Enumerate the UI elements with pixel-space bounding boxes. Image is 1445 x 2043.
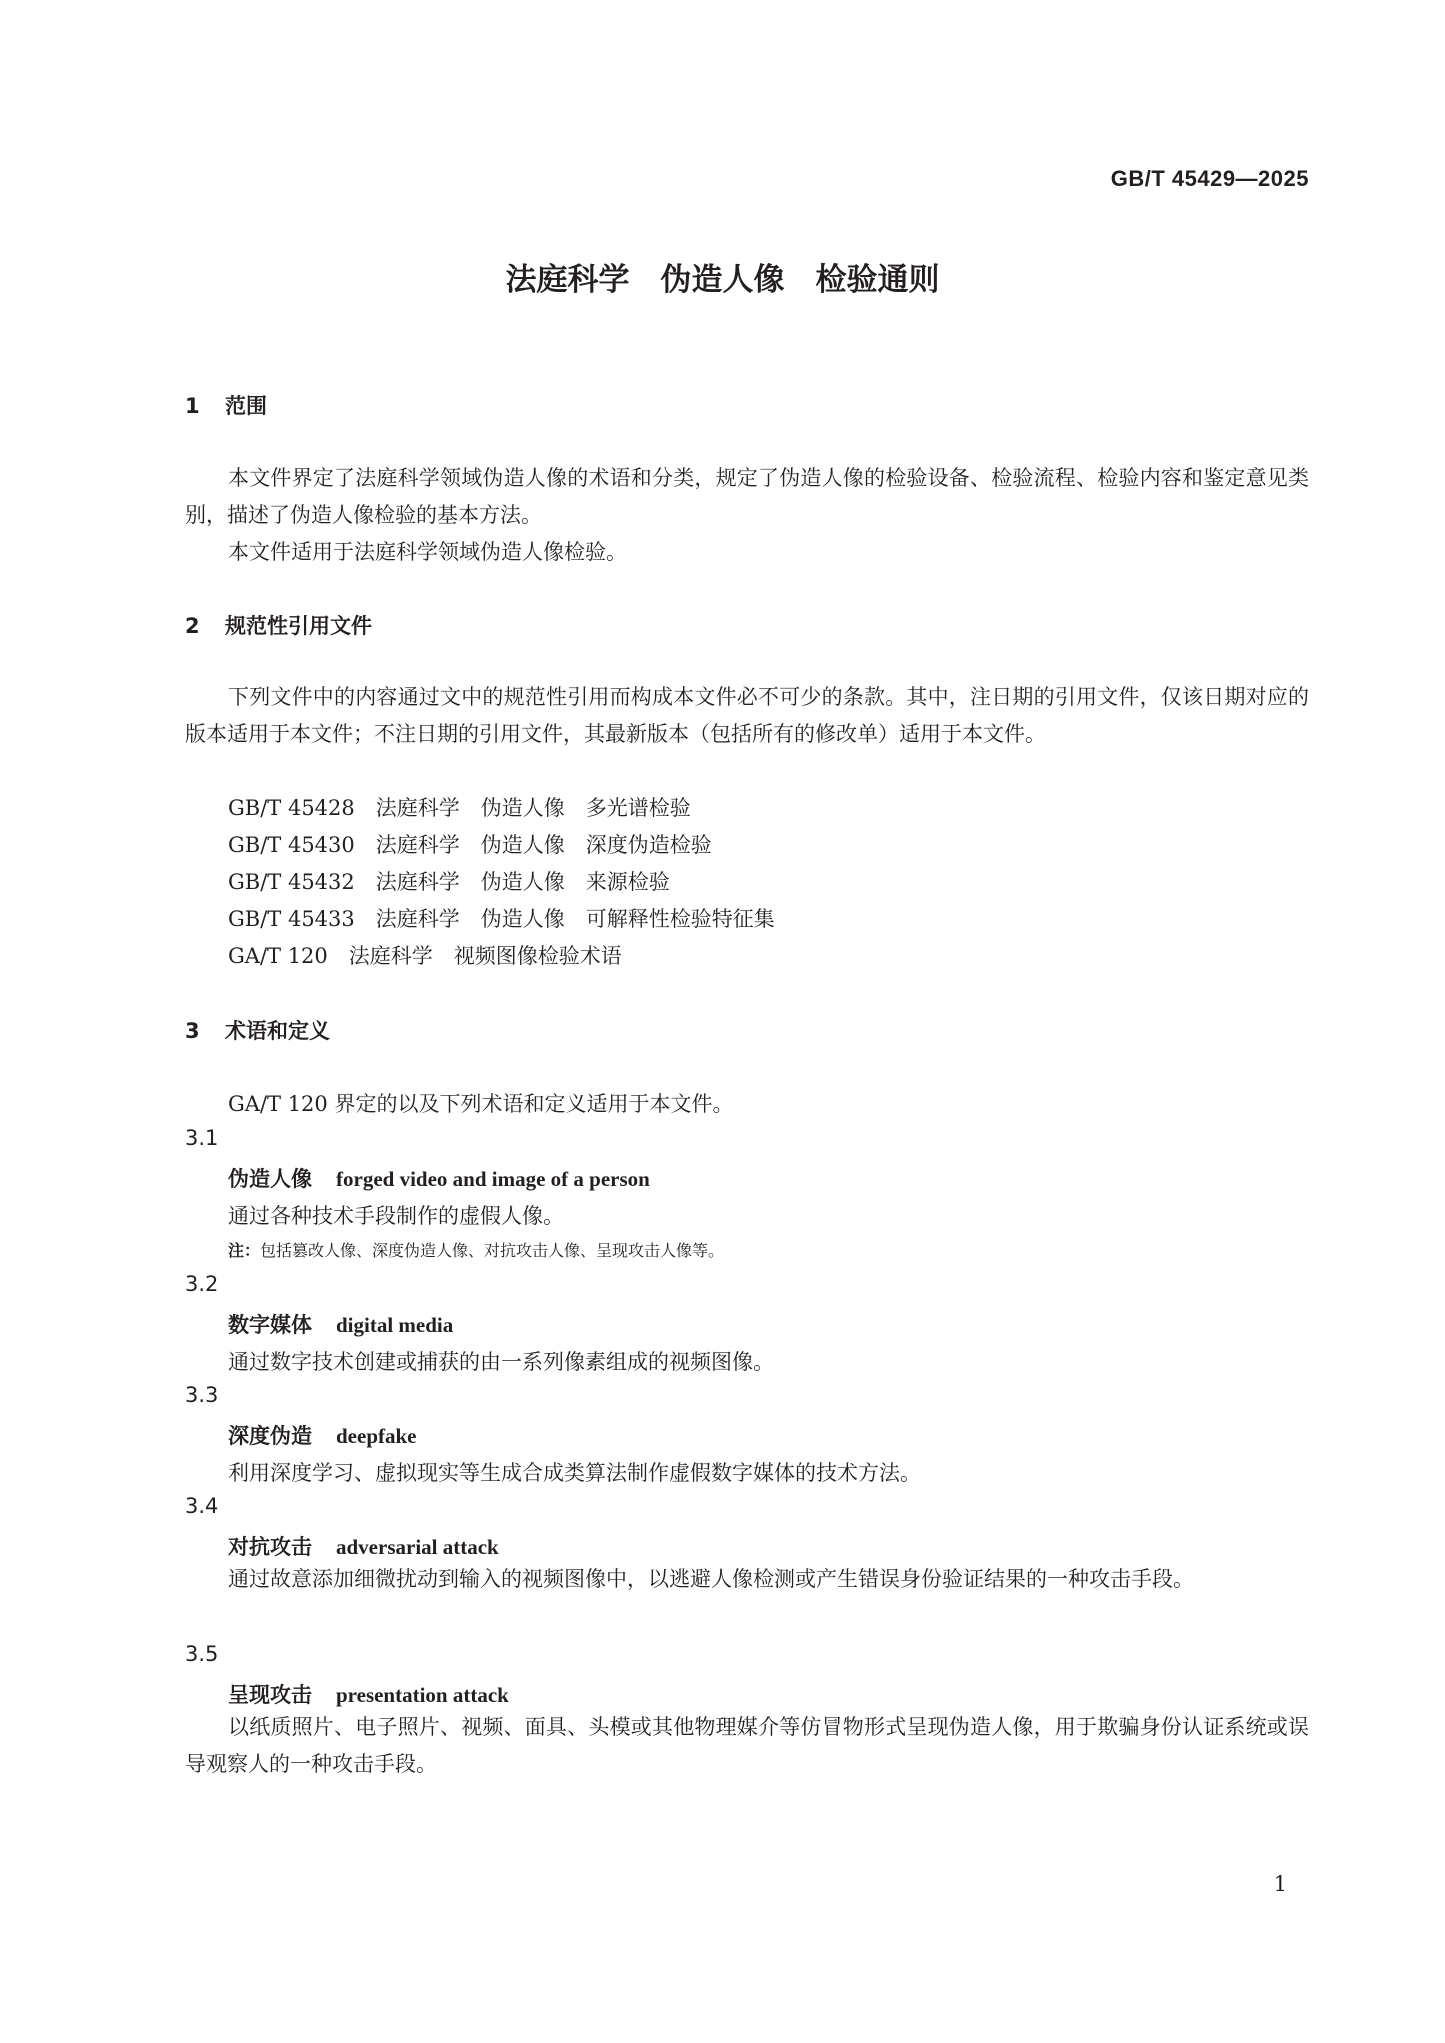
term-number: 3.3 (185, 1383, 219, 1407)
terms-intro: GA/T 120 界定的以及下列术语和定义适用于本文件。 (228, 1092, 734, 1116)
term-note (228, 1238, 724, 1261)
section-title: 术语和定义 (225, 1019, 330, 1043)
section-number: 3 (185, 1019, 200, 1043)
section-heading-scope (185, 390, 267, 420)
reference-item: GB/T 45433 法庭科学 伪造人像 可解释性检验特征集 (228, 907, 775, 931)
reference-item: GB/T 45430 法庭科学 伪造人像 深度伪造检验 (228, 833, 712, 857)
term-definition: 通过各种技术手段制作的虚假人像。 (228, 1204, 564, 1228)
term-definition: 通过故意添加细微扰动到输入的视频图像中，以逃避人像检测或产生错误身份验证结果的一种攻击手段。 (228, 1567, 1194, 1591)
term-number: 3.5 (185, 1642, 219, 1666)
term-heading (228, 1420, 417, 1450)
term-chinese: 伪造人像 (228, 1167, 312, 1191)
reference-item: GA/T 120 法庭科学 视频图像检验术语 (228, 944, 622, 968)
reference-item: GB/T 45428 法庭科学 伪造人像 多光谱检验 (228, 796, 691, 820)
term-english: adversarial attack (336, 1535, 499, 1559)
term-heading (228, 1531, 499, 1561)
term-definition: 通过数字技术创建或捕获的由一系列像素组成的视频图像。 (228, 1350, 774, 1374)
paragraph: 下列文件中的内容通过文中的规范性引用而构成本文件必不可少的条款。其中，注日期的引用文件，仅该日期对应的版本适用于本文件；不注日期的引用文件，其最新版本（包括所有的修改单）适用于本文件。 (185, 685, 1309, 746)
term-chinese: 对抗攻击 (228, 1535, 312, 1559)
section-heading-terms (185, 1015, 330, 1045)
term-number: 3.1 (185, 1126, 219, 1150)
document-code: GB/T 45429—2025 (1110, 166, 1309, 191)
term-chinese: 数字媒体 (228, 1313, 312, 1337)
section-heading-normative-references (185, 610, 372, 640)
section-title: 规范性引用文件 (225, 614, 372, 638)
term-english: digital media (336, 1313, 454, 1337)
paragraph: 本文件适用于法庭科学领域伪造人像检验。 (228, 540, 627, 564)
term-number: 3.4 (185, 1494, 219, 1518)
term-heading (228, 1163, 650, 1193)
paragraph: 本文件界定了法庭科学领域伪造人像的术语和分类，规定了伪造人像的检验设备、检验流程、检验内容和鉴定意见类别，描述了伪造人像检验的基本方法。 (185, 466, 1309, 527)
term-definition: 利用深度学习、虚拟现实等生成合成类算法制作虚假数字媒体的技术方法。 (228, 1461, 921, 1485)
term-chinese: 呈现攻击 (228, 1683, 312, 1707)
section-title: 范围 (225, 394, 267, 418)
section-number: 2 (185, 614, 200, 638)
page-number: 1 (1273, 1872, 1287, 1896)
term-chinese: 深度伪造 (228, 1424, 312, 1448)
term-english: deepfake (336, 1424, 417, 1448)
term-heading (228, 1309, 453, 1339)
term-definition: 以纸质照片、电子照片、视频、面具、头模或其他物理媒介等仿冒物形式呈现伪造人像，用于欺骗身份认证系统或误导观察人的一种攻击手段。 (185, 1715, 1309, 1776)
document-title: 法庭科学 伪造人像 检验通则 (505, 262, 940, 298)
reference-item: GB/T 45432 法庭科学 伪造人像 来源检验 (228, 870, 670, 894)
term-heading (228, 1679, 509, 1709)
term-english: presentation attack (336, 1683, 509, 1707)
term-number: 3.2 (185, 1272, 219, 1296)
note-text: 包括篡改人像、深度伪造人像、对抗攻击人像、呈现攻击人像等。 (260, 1241, 725, 1260)
term-english: forged video and image of a person (336, 1167, 650, 1191)
note-label: 注： (228, 1241, 261, 1260)
section-number: 1 (185, 394, 200, 418)
